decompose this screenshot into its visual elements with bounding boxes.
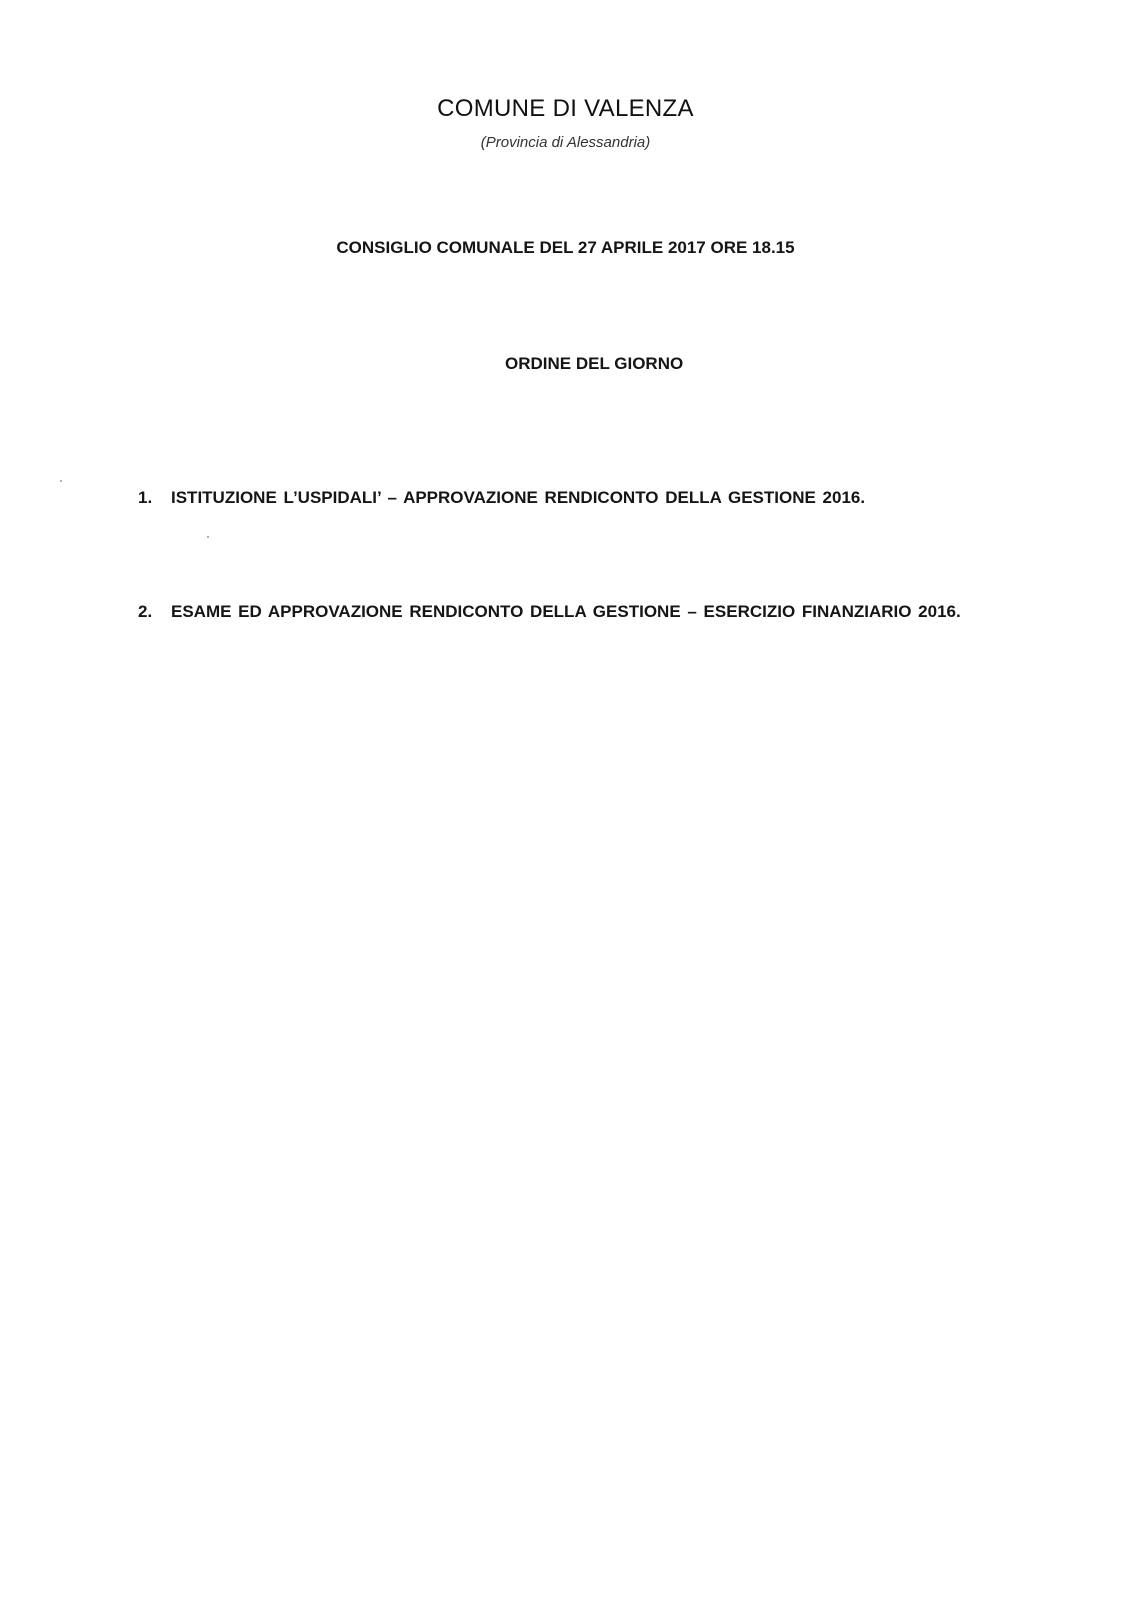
agenda-item-number: 2. [138, 602, 153, 621]
agenda-item-text: ISTITUZIONE L’USPIDALI’ – APPROVAZIONE RENDICONTO DELLA GESTIONE 2016. [171, 488, 866, 507]
meeting-title: CONSIGLIO COMUNALE DEL 27 APRILE 2017 ORE 18.15 [336, 238, 795, 257]
scan-speck [207, 536, 209, 538]
agenda-item-1 [138, 484, 1034, 512]
municipality-title: COMUNE DI VALENZA [437, 95, 694, 122]
agenda-item-text: ESAME ED APPROVAZIONE RENDICONTO DELLA GESTIONE – ESERCIZIO FINANZIARIO 2016. [171, 602, 961, 621]
scan-speck [60, 480, 62, 482]
province-subtitle: (Provincia di Alessandria) [480, 134, 651, 151]
agenda-heading: ORDINE DEL GIORNO [505, 354, 684, 373]
agenda-item-2 [138, 598, 1034, 626]
agenda-item-number: 1. [138, 488, 153, 507]
